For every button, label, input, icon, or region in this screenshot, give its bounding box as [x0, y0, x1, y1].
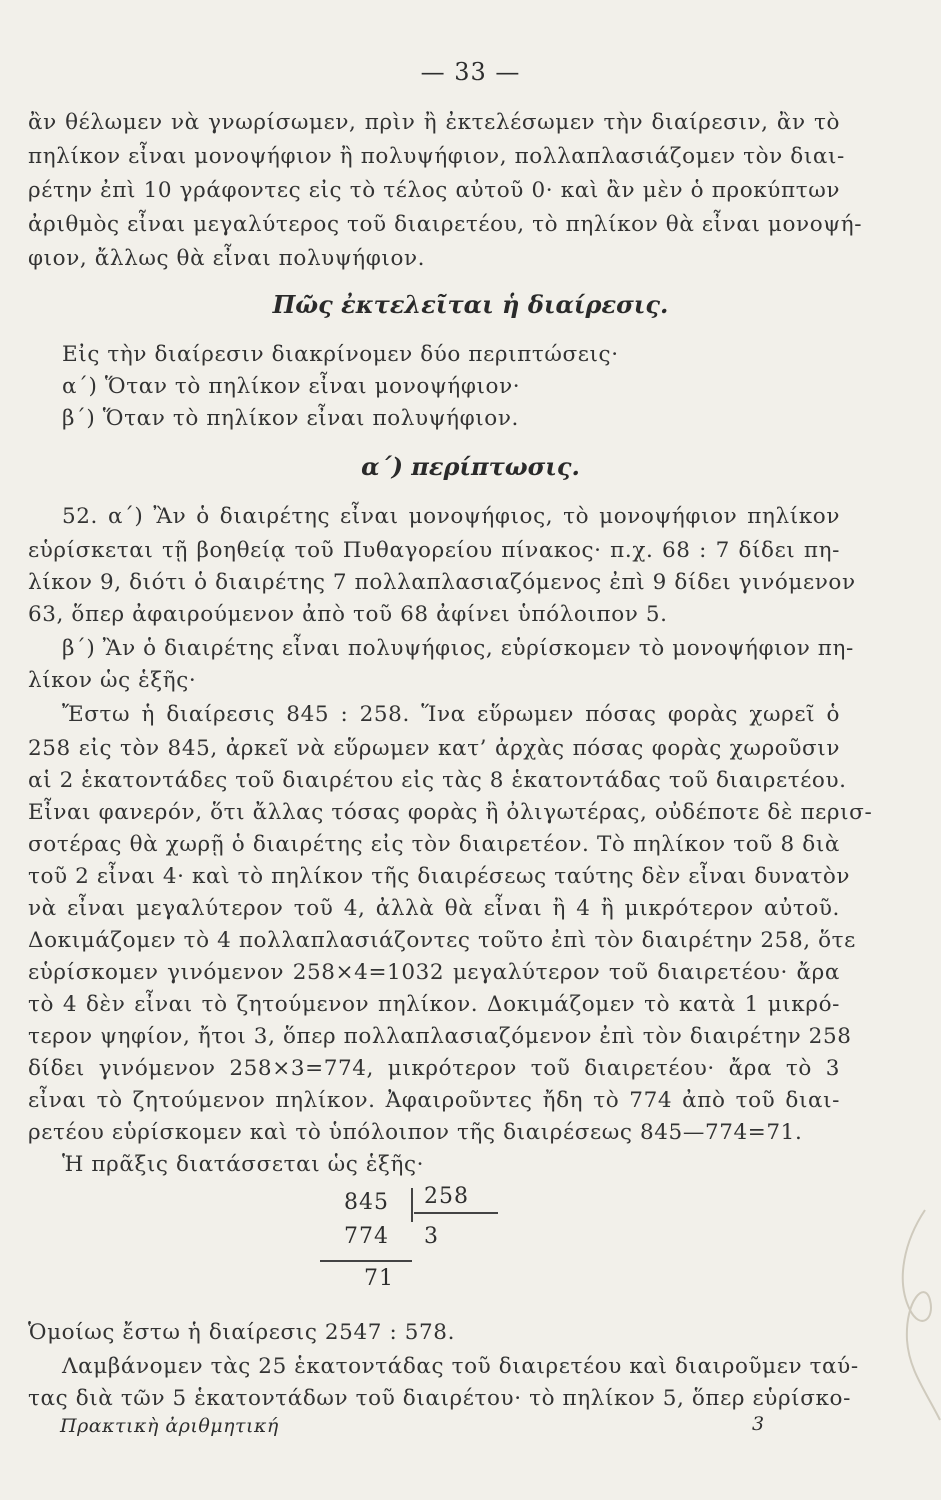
text-line: λίκον 9, διότι ὁ διαιρέτης 7 πολλαπλασιαζόμενος ἐπὶ 9 δίδει γινόμενον [28, 570, 856, 595]
text-line: ρέτην ἐπὶ 10 γράφοντες εἰς τὸ τέλος αὐτοῦ 0· καὶ ἂν μὲν ὁ προκύπτων [28, 178, 840, 203]
text-line: β΄) Ἂν ὁ διαιρέτης εἶναι πολυψήφιος, εὑρίσκομεν τὸ μονοψήφιον πη- [62, 636, 854, 661]
text-line: Δοκιμάζομεν τὸ 4 πολλαπλασιάζοντες τοῦτο ἐπὶ τὸν διαιρέτην 258, ὅτε [28, 928, 856, 953]
text-line: ἀριθμὸς εἶναι μεγαλύτερος τοῦ διαιρετέου, τὸ πηλίκον θὰ εἶναι μονοψή- [28, 212, 863, 237]
text-line: 52. α΄) Ἂν ὁ διαιρέτης εἶναι μονοψήφιος, τὸ μονοψήφιον πηλίκον [62, 504, 840, 529]
text-line: 63, ὅπερ ἀφαιρούμενον ἀπὸ τοῦ 68 ἀφίνει ὑπόλοιπον 5. [28, 602, 668, 627]
text-line: φιον, ἄλλως θὰ εἶναι πολυψήφιον. [28, 246, 426, 271]
text-line: νὰ εἶναι μεγαλύτερον τοῦ 4, ἀλλὰ θὰ εἶναι ἢ 4 ἢ μικρότερον αὐτοῦ. [28, 896, 840, 921]
division-vertical-rule [411, 1188, 413, 1222]
text-line: τερον ψηφίον, ἤτοι 3, ὅπερ πολλαπλασιαζόμενον ἐπὶ τὸν διαιρέτην 258 [28, 1024, 852, 1049]
signature-mark: 3 [752, 1413, 765, 1435]
remainder: 71 [364, 1266, 394, 1291]
text-line: Ἔστω ἡ διαίρεσις 845 : 258. Ἵνα εὕρωμεν πόσας φορὰς χωρεῖ ὁ [62, 702, 840, 727]
page-number: — 33 — [420, 58, 521, 86]
text-line: αἱ 2 ἑκατοντάδες τοῦ διαιρέτου εἰς τὰς 8 ἑκατοντάδας τοῦ διαιρετέου. [28, 768, 847, 793]
dividend: 845 [344, 1190, 389, 1215]
text-line: 258 εἰς τὸν 845, ἀρκεῖ νὰ εὕρωμεν κατ’ ἀρχὰς πόσας φορὰς χωροῦσιν [28, 736, 840, 761]
case-a-line: α΄) Ὅταν τὸ πηλίκον εἶναι μονοψήφιον· [62, 374, 521, 399]
text-line: Λαμβάνομεν τὰς 25 ἑκατοντάδας τοῦ διαιρετέου καὶ διαιροῦμεν ταύ- [62, 1354, 859, 1379]
text-line: ἂν θέλωμεν νὰ γνωρίσωμεν, πρὶν ἢ ἐκτελέσωμεν τὴν διαίρεσιν, ἂν τὸ [28, 110, 840, 135]
long-division [300, 1182, 560, 1302]
subtraction-rule [320, 1260, 412, 1262]
text-line: δίδει γινόμενον 258×3=774, μικρότερον τοῦ διαιρετέου· ἄρα τὸ 3 [28, 1056, 840, 1081]
text-line: εἶναι τὸ ζητούμενον πηλίκον. Ἀφαιροῦντες ἤδη τὸ 774 ἀπὸ τοῦ διαι- [28, 1088, 840, 1113]
text-line: πηλίκον εἶναι μονοψήφιον ἢ πολυψήφιον, πολλαπλασιάζομεν τὸν διαι- [28, 144, 845, 169]
quotient: 3 [424, 1224, 439, 1249]
text-line: εὑρίσκομεν γινόμενον 258×4=1032 μεγαλύτερον τοῦ διαιρετέου· ἄρα [28, 960, 840, 985]
divisor: 258 [424, 1184, 469, 1209]
text-line: Εἰς τὴν διαίρεσιν διακρίνομεν δύο περιπτώσεις· [62, 342, 619, 367]
divisor-rule [414, 1212, 498, 1214]
text-line: τοῦ 2 εἶναι 4· καὶ τὸ πηλίκον τῆς διαιρέσεως ταύτης δὲν εἶναι δυνατὸν [28, 864, 851, 889]
running-footer-title: Πρακτικὴ ἀριθμητική [60, 1415, 279, 1437]
text-line: σοτέρας θὰ χωρῇ ὁ διαιρέτης εἰς τὸν διαιρετέον. Τὸ πηλίκον τοῦ 8 διὰ [28, 832, 840, 857]
case-b-line: β΄) Ὅταν τὸ πηλίκον εἶναι πολυψήφιον. [62, 406, 519, 431]
text-line: Ὁμοίως ἔστω ἡ διαίρεσις 2547 : 578. [28, 1320, 456, 1345]
text-line: Εἶναι φανερόν, ὅτι ἄλλας τόσας φορὰς ἢ ὀλιγωτέρας, οὐδέποτε δὲ περισ- [28, 800, 873, 825]
text-line: ρετέου εὑρίσκομεν καὶ τὸ ὑπόλοιπον τῆς διαιρέσεως 845—774=71. [28, 1120, 803, 1145]
subtrahend: 774 [344, 1224, 389, 1249]
section-heading: Πῶς ἐκτελεῖται ἡ διαίρεσις. [272, 290, 669, 319]
text-line: τας διὰ τῶν 5 ἑκατοντάδων τοῦ διαιρέτου· τὸ πηλίκον 5, ὅπερ εὑρίσκο- [28, 1386, 851, 1411]
text-line: τὸ 4 δὲν εἶναι τὸ ζητούμενον πηλίκον. Δοκιμάζομεν τὸ κατὰ 1 μικρό- [28, 992, 840, 1017]
text-line: λίκον ὡς ἑξῆς· [28, 668, 197, 693]
text-line: Ἡ πρᾶξις διατάσσεται ὡς ἑξῆς· [62, 1152, 425, 1177]
pencil-margin-mark [885, 1200, 941, 1430]
subsection-heading: α΄) περίπτωσις. [361, 452, 580, 481]
text-line: εὑρίσκεται τῇ βοηθείᾳ τοῦ Πυθαγορείου πίνακος· π.χ. 68 : 7 δίδει πη- [28, 538, 840, 563]
